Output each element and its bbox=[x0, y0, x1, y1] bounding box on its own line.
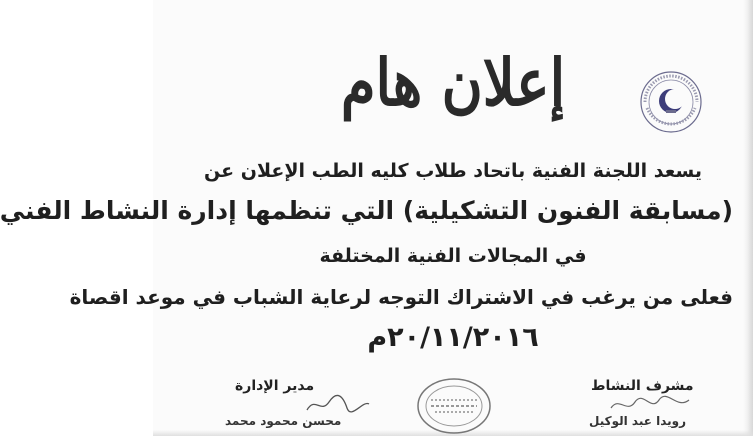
deadline-date: ٢٠/١١/٢٠١٦م bbox=[367, 322, 539, 353]
right-signature-name: رويدا عبد الوكيل bbox=[589, 414, 687, 428]
body-line-fields: في المجالات الفنية المختلفة bbox=[319, 245, 587, 267]
page-title: إعلان هام bbox=[340, 45, 566, 121]
left-handwritten-signature bbox=[303, 392, 373, 416]
crescent-emblem-icon bbox=[639, 70, 703, 134]
left-signature-title: مدير الإدارة bbox=[235, 378, 315, 394]
scan-edge bbox=[743, 0, 753, 436]
right-handwritten-signature bbox=[605, 394, 695, 416]
left-signature-name: محسن محمود محمد bbox=[225, 414, 342, 428]
oval-stamp-icon bbox=[415, 376, 493, 436]
body-line-intro: يسعد اللجنة الفنية باتحاد طلاب كليه الطب الإعلان عن bbox=[204, 160, 702, 182]
right-signature-title: مشرف النشاط bbox=[591, 378, 694, 394]
body-line-instructions: فعلى من يرغب في الاشتراك التوجه لرعاية الشباب في موعد اقصاة bbox=[69, 285, 733, 309]
body-line-competition: (مسابقة الفنون التشكيلية) التي تنظمها إدارة النشاط الفني bbox=[0, 196, 733, 225]
